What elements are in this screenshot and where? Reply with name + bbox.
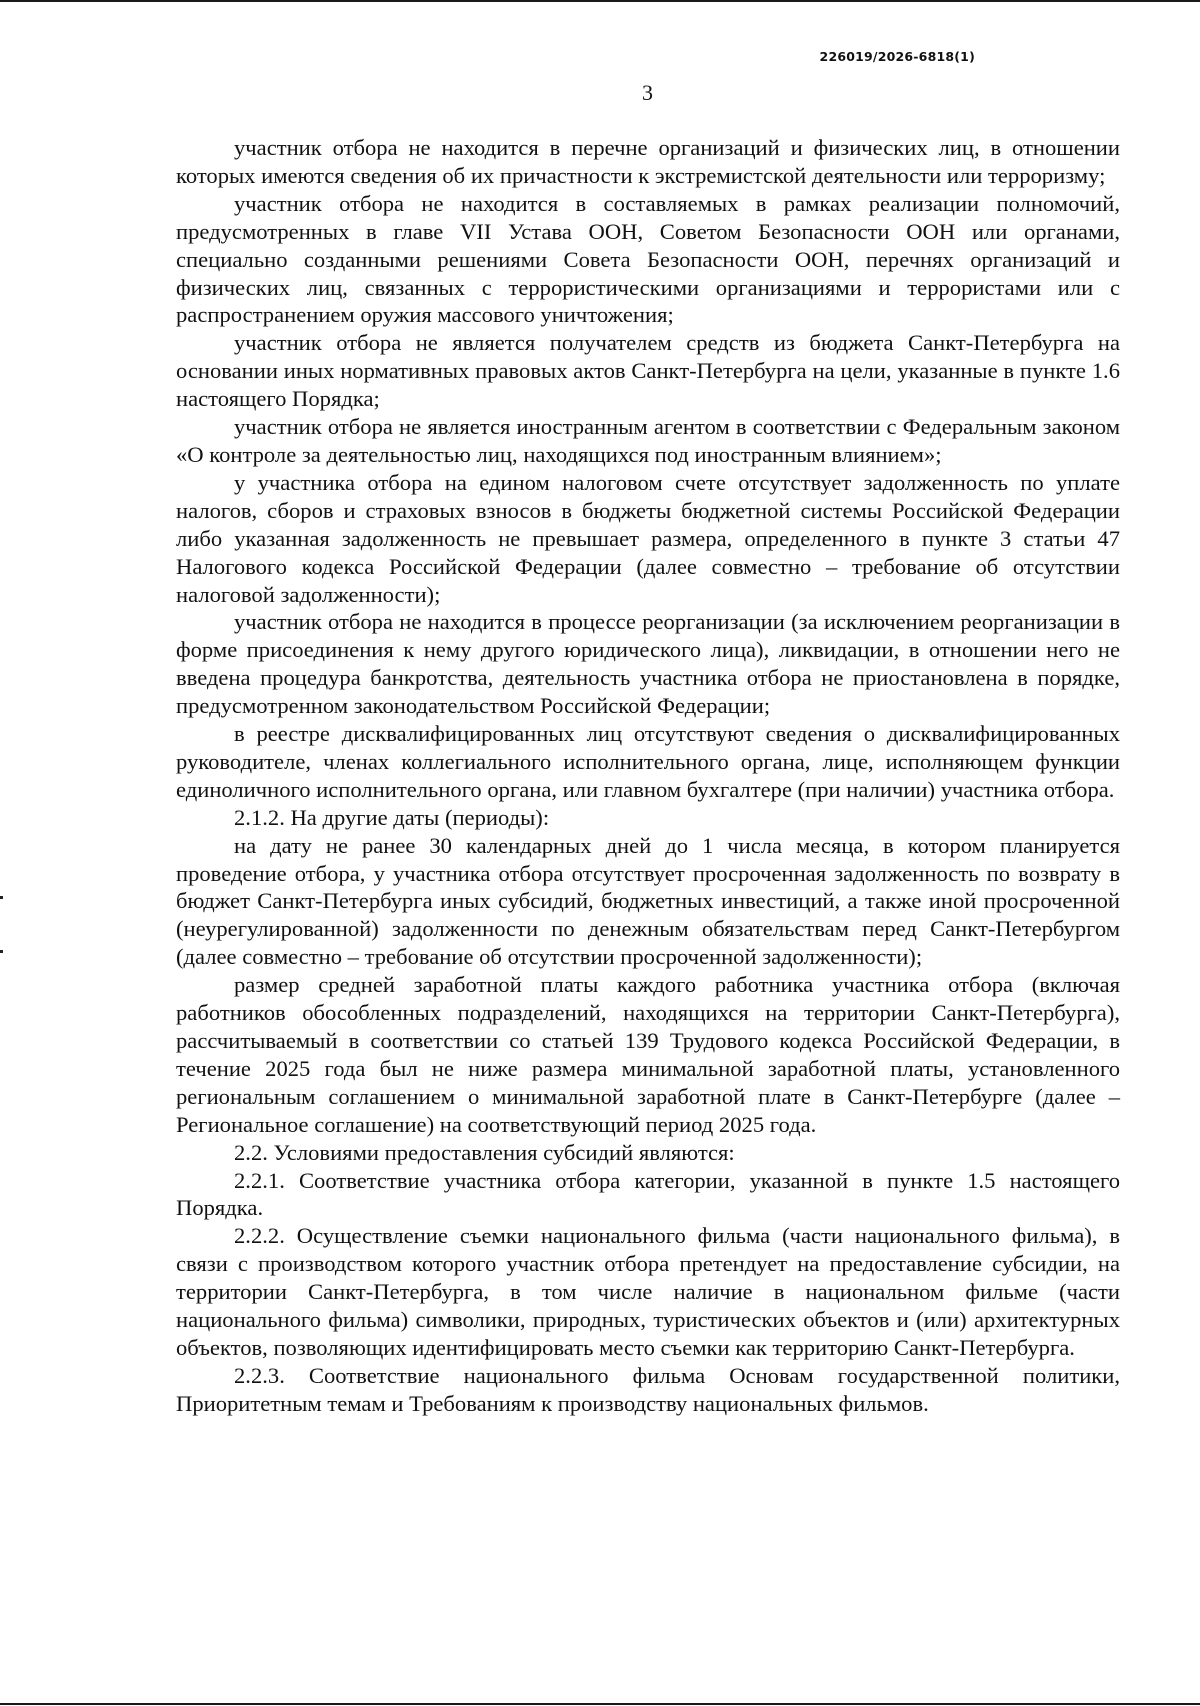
paragraph: 2.2.3. Соответствие национального фильма Основам государственной политики, Приоритетным темам и Требованиям к производству национальных фильмов. bbox=[176, 1362, 1120, 1416]
document-registration-number: 226019/2026-6818(1) bbox=[819, 49, 975, 64]
paragraph: участник отбора не находится в процессе реорганизации (за исключением реорганизации в форме присоединения к нему другого юридического лица), ликвидации, в отношении него не введена процедура банкротства, деятельность участника отбора не приостановлена в порядке, предусмотренном законодательством Российской Федерации; bbox=[176, 609, 1120, 719]
section-heading: 2.1.2. На другие даты (периоды): bbox=[234, 804, 550, 830]
scan-margin-mark bbox=[0, 950, 3, 953]
page-number: 3 bbox=[642, 80, 653, 105]
paragraph: 2.2.1. Соответствие участника отбора категории, указанной в пункте 1.5 настоящего Порядка. bbox=[176, 1167, 1120, 1221]
paragraph: в реестре дисквалифицированных лиц отсутствуют сведения о дисквалифицированных руководителе, членах коллегиального исполнительного органа, лице, исполняющем функции единоличного исполнительного органа, или главном бухгалтере (при наличии) участника отбора. bbox=[176, 721, 1120, 802]
scan-top-edge bbox=[0, 0, 1200, 2]
document-body bbox=[176, 134, 1120, 1418]
paragraph: 2.2.2. Осуществление съемки национального фильма (части национального фильма), в связи с производством которого участник отбора претендует на предоставление субсидии, на территории Санкт-Петербурга, в том числе наличие в национальном фильме (части национального фильма) символики, природных, туристических объектов и (или) архитектурных объектов, позволяющих идентифицировать место съемки как территорию Санкт-Петербурга. bbox=[176, 1223, 1120, 1360]
paragraph: участник отбора не является иностранным агентом в соответствии с Федеральным законом «О контроле за деятельностью лиц, находящихся под иностранным влиянием»; bbox=[176, 414, 1120, 467]
scan-bottom-edge bbox=[0, 1703, 1200, 1705]
paragraph: размер средней заработной платы каждого работника участника отбора (включая работников обособленных подразделений, находящихся на территории Санкт-Петербурга), рассчитываемый в соответствии со статьей 139 Трудового кодекса Российской Федерации, в течение 2025 года был не ниже размера минимальной заработной платы, установленного региональным соглашением о минимальной заработной плате в Санкт-Петербурге (далее – Региональное соглашение) на соответствующий период 2025 года. bbox=[176, 972, 1120, 1137]
paragraph: участник отбора не является получателем средств из бюджета Санкт-Петербурга на основании иных нормативных правовых актов Санкт-Петербурга на цели, указанные в пункте 1.6 настоящего Порядка; bbox=[176, 330, 1120, 412]
paragraph: участник отбора не находится в составляемых в рамках реализации полномочий, предусмотренных в главе VII Устава ООН, Советом Безопасности ООН или органами, специально созданными решениями Совета Безопасности ООН, перечнях организаций и физических лиц, связанных с террористическими организациями и террористами или с распространением оружия массового уничтожения; bbox=[176, 190, 1120, 328]
paragraph: на дату не ранее 30 календарных дней до 1 числа месяца, в котором планируется проведение отбора, у участника отбора отсутствует просроченная задолженность по возврату в бюджет Санкт-Петербурга иных субсидий, бюджетных инвестиций, а также иной просроченной (неурегулированной) задолженности по денежным обязательствам перед Санкт-Петербургом (далее совместно – требование об отсутствии просроченной задолженности); bbox=[176, 832, 1120, 970]
paragraph: участник отбора не находится в перечне организаций и физических лиц, в отношении которых имеются сведения об их причастности к экстремистской деятельности или терроризму; bbox=[176, 135, 1120, 188]
paragraph: у участника отбора на едином налоговом счете отсутствует задолженность по уплате налогов, сборов и страховых взносов в бюджеты бюджетной системы Российской Федерации либо указанная задолженность не превышает размера, определенного в пункте 3 статьи 47 Налогового кодекса Российской Федерации (далее совместно – требование об отсутствии налоговой задолженности); bbox=[176, 469, 1120, 607]
scan-margin-mark bbox=[0, 896, 3, 899]
section-heading: 2.2. Условиями предоставления субсидий являются: bbox=[234, 1139, 735, 1165]
